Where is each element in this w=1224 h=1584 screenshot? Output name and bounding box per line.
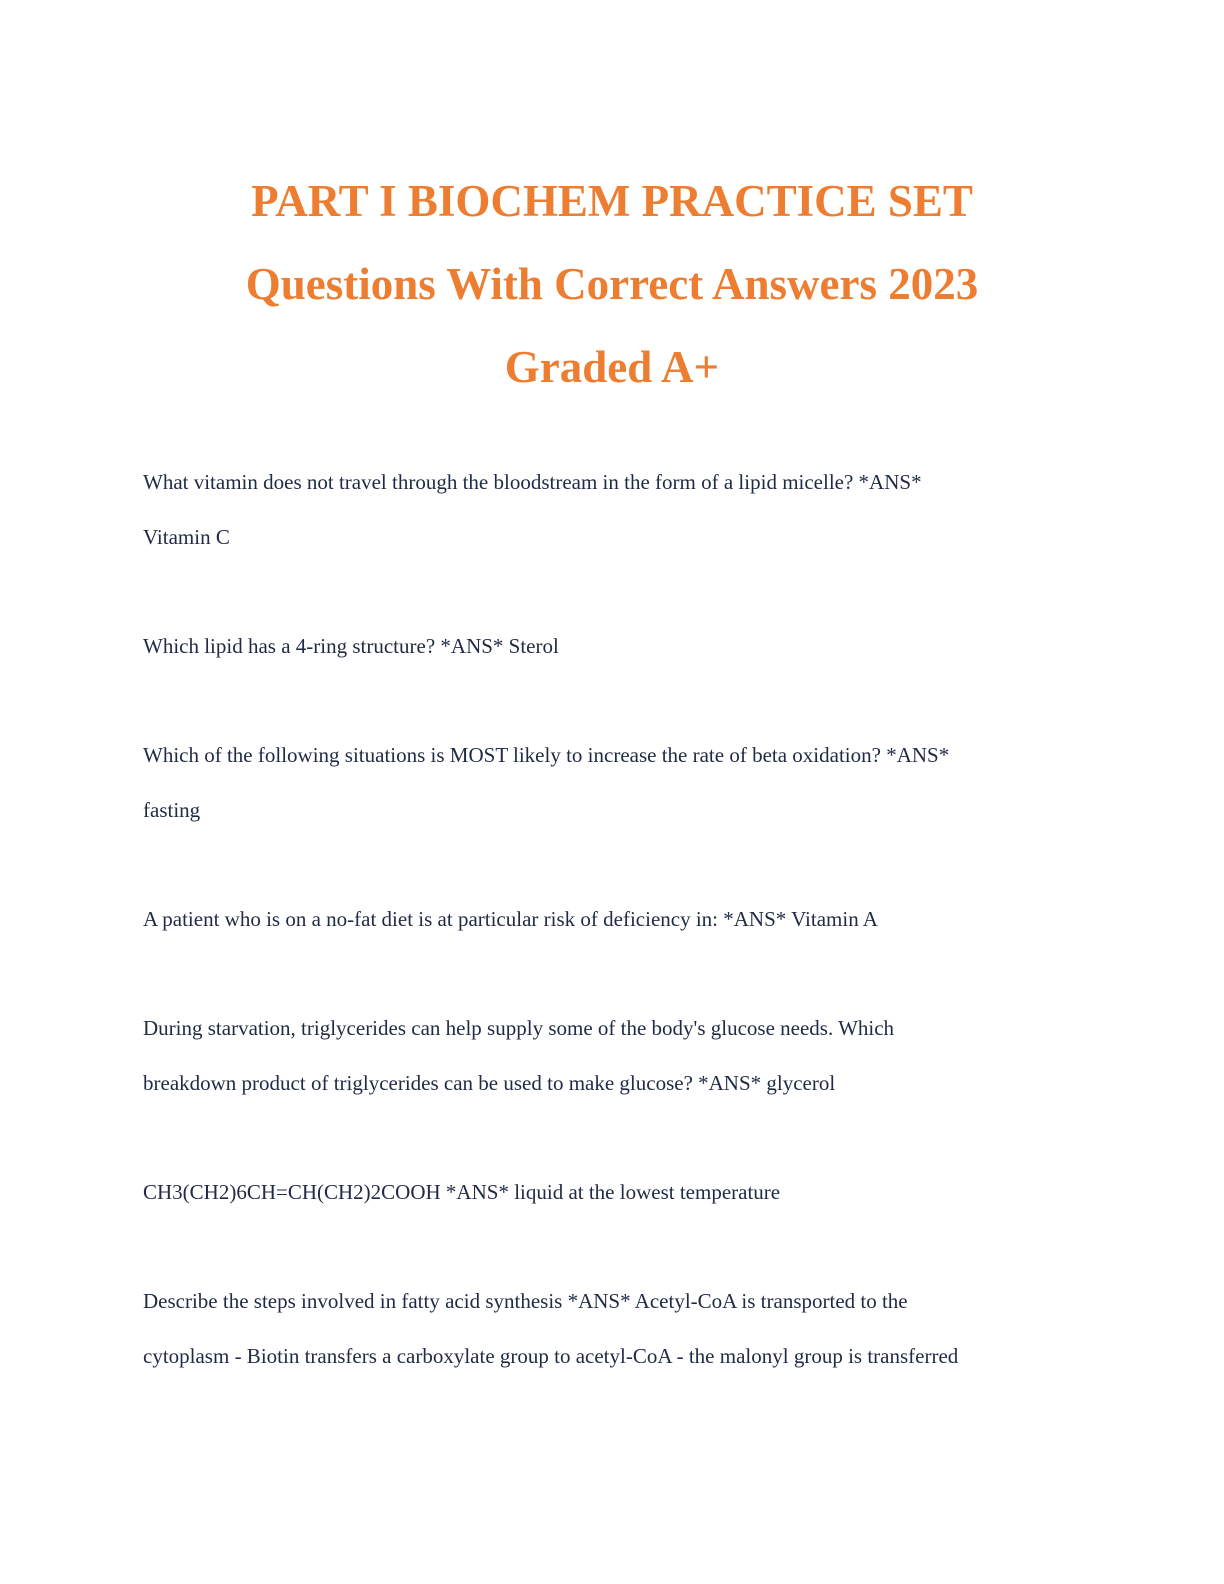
qa-line: fasting: [143, 797, 201, 822]
qa-line: Describe the steps involved in fatty acid synthesis *ANS* Acetyl-CoA is transported to the: [143, 1288, 908, 1313]
qa-line: cytoplasm - Biotin transfers a carboxylate group to acetyl-CoA - the malonyl group is transferred: [143, 1343, 959, 1368]
qa-line: During starvation, triglycerides can help supply some of the body's glucose needs. Which: [143, 1015, 895, 1040]
qa-item: [143, 1001, 1083, 1110]
document-title: [0, 160, 1224, 409]
qa-item: [143, 1165, 1083, 1220]
qa-line: CH3(CH2)6CH=CH(CH2)2COOH *ANS* liquid at the lowest temperature: [143, 1179, 781, 1204]
question-answer-list: [143, 455, 1083, 1438]
qa-item: [143, 892, 1083, 947]
qa-line: A patient who is on a no-fat diet is at particular risk of deficiency in: *ANS* Vitamin A: [143, 906, 878, 931]
qa-line: Which lipid has a 4-ring structure? *ANS* Sterol: [143, 633, 559, 658]
qa-line: Vitamin C: [143, 524, 230, 549]
qa-item: [143, 1274, 1083, 1383]
qa-item: [143, 619, 1083, 674]
title-line-3: Graded A+: [504, 342, 720, 392]
qa-line: breakdown product of triglycerides can be used to make glucose? *ANS* glycerol: [143, 1070, 836, 1095]
title-line-2: Questions With Correct Answers 2023: [245, 259, 979, 309]
title-line-1: PART I BIOCHEM PRACTICE SET: [251, 176, 973, 226]
qa-line: Which of the following situations is MOST likely to increase the rate of beta oxidation? *ANS*: [143, 742, 950, 767]
qa-item: [143, 728, 1083, 837]
qa-item: [143, 455, 1083, 564]
qa-line: What vitamin does not travel through the bloodstream in the form of a lipid micelle? *ANS*: [143, 470, 922, 494]
